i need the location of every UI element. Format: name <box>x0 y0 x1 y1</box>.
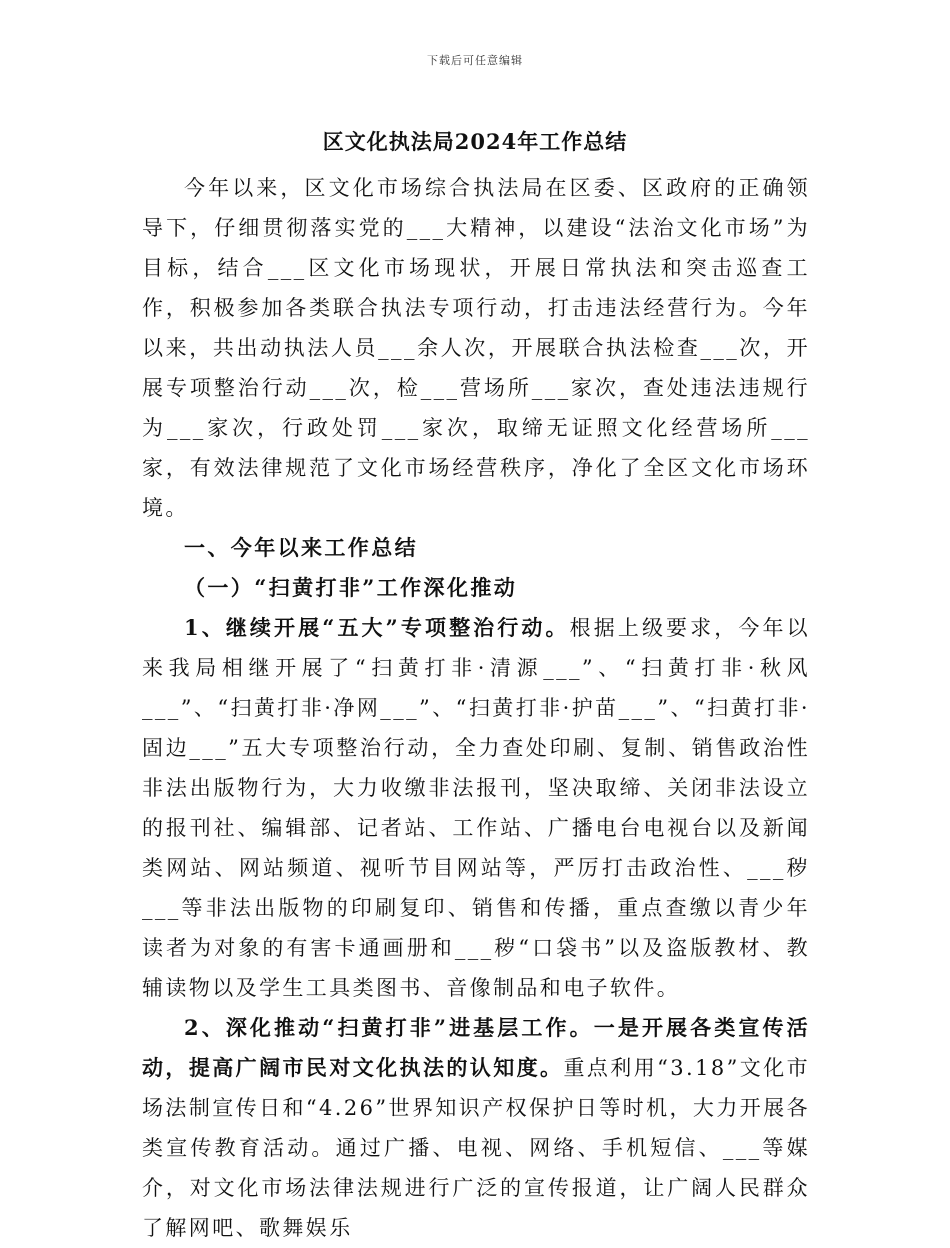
paragraph-item-1-lead: 1、继续开展“五大”专项整治行动。 <box>184 615 570 640</box>
section-heading: 一、今年以来工作总结 <box>184 535 418 560</box>
document-title: 区文化执法局2024年工作总结 <box>322 129 628 154</box>
paragraph-item-1 <box>142 608 810 1008</box>
intro-paragraph: 今年以来，区文化市场综合执法局在区委、区政府的正确领导下，仔细贯彻落实党的___大精神，以建设“法治文化市场”为目标，结合___区文化市场现状，开展日常执法和突击巡查工作，积极参加各类联合执法专项行动，打击违法经营行为。今年以来，共出动执法人员___余人次，开展联合执法检查___次，开展专项整治行动___次，检___营场所___家次，查处违法违规行为___家次，行政处罚___家次，取缔无证照文化经营场所___家，有效法律规范了文化市场经营秩序，净化了全区文化市场环境。 <box>142 176 810 520</box>
paragraph-item-2-text: 重点利用“3.18”文化市场法制宣传日和“4.26”世界知识产权保护日等时机，大力开展各类宣传教育活动。通过广播、电视、网络、手机短信、___等媒介，对文化市场法律法规进行广泛的宣传报道，让广阔人民群众了解网吧、歌舞娱乐 <box>142 1056 810 1240</box>
paragraph-item-2-lead: 2、深化推动“扫黄打非”进基层工作。一是开展各类宣传活动，提高广阔市民对文化执法的认知度。 <box>142 1015 810 1080</box>
subsection-heading: （一）“扫黄打非”工作深化推动 <box>184 575 518 600</box>
paragraph-item-2 <box>142 1008 810 1248</box>
header-note: 下载后可任意编辑 <box>427 54 523 67</box>
paragraph-item-1-text: 根据上级要求，今年以来我局相继开展了“扫黄打非·清源___”、“扫黄打非·秋风___”、“扫黄打非·净网___”、“扫黄打非·护苗___”、“扫黄打非·固边___”五大专项整治行动，全力查处印刷、复制、销售政治性非法出版物行为，大力收缴非法报刊，坚决取缔、关闭非法设立的报刊社、编辑部、记者站、工作站、广播电台电视台以及新闻类网站、网站频道、视听节目网站等，严厉打击政治性、___秽___等非法出版物的印刷复印、销售和传播，重点查缴以青少年读者为对象的有害卡通画册和___秽“口袋书”以及盗版教材、教辅读物以及学生工具类图书、音像制品和电子软件。 <box>142 616 811 1000</box>
document-body <box>142 168 810 1248</box>
